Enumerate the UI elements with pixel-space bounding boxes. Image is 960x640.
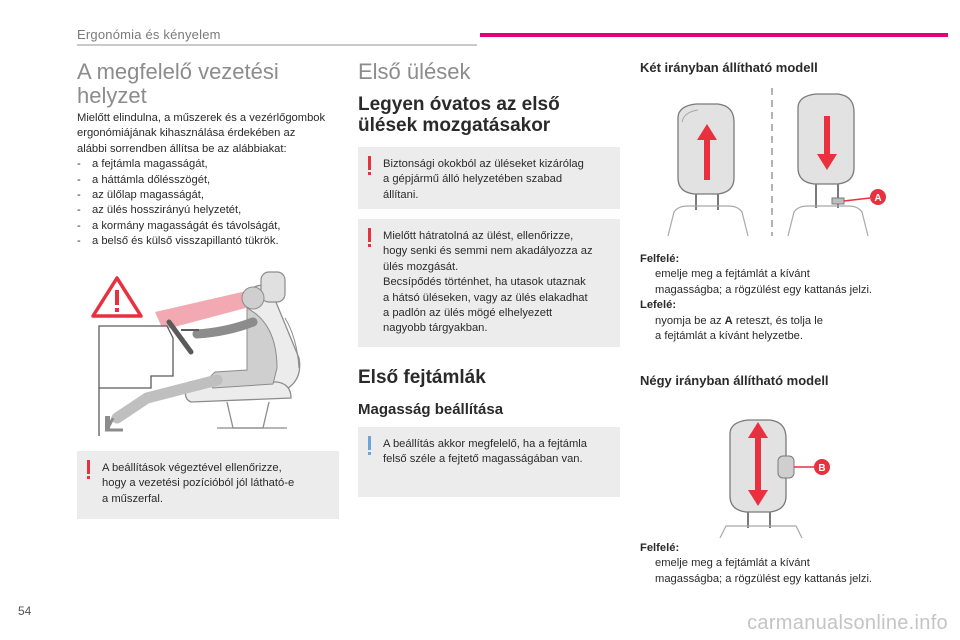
header-divider <box>77 44 477 46</box>
list-item: - a háttámla dőlésszögét, <box>77 173 211 186</box>
warning-marker-icon <box>368 156 371 170</box>
note-line: ülés mozgását. <box>383 260 459 273</box>
front-seats-title: Első ülések <box>358 59 471 84</box>
note-line: hogy senki és semmi nem akadályozza az <box>383 245 593 258</box>
note-line: Biztonsági okokból az üléseket kizárólag <box>383 158 584 170</box>
driving-position-illustration <box>77 268 317 440</box>
four-way-instructions <box>640 541 910 587</box>
up-step: emelje meg a fejtámlát a kívánt <box>655 268 810 281</box>
driving-position-title <box>77 60 279 108</box>
subtitle-line: ülések mozgatásakor <box>358 115 551 136</box>
note-check-dashboard <box>77 451 339 519</box>
note-line: hogy a vezetési pozícióból jól látható-e <box>102 477 295 490</box>
down-label: Lefelé: <box>640 299 677 312</box>
watermark: carmanualsonline.info <box>747 612 948 634</box>
two-way-instructions <box>640 252 910 344</box>
list-item: - az ülés hosszirányú helyzetét, <box>77 204 242 217</box>
note-line: a gépjármű álló helyzetében szabad <box>383 173 563 186</box>
note-seat-obstruction <box>358 219 620 347</box>
text-line: alábbi sorrendben állítsa be az alábbiakat: <box>77 142 287 155</box>
latch-a-label: A <box>874 193 882 204</box>
intro-paragraph <box>77 111 339 250</box>
two-way-model-title: Két irányban állítható modell <box>640 60 818 75</box>
note-line: A beállítások végeztével ellenőrizze, <box>102 462 282 474</box>
list-item: - az ülőlap magasságát, <box>77 189 204 202</box>
caution-subtitle <box>358 94 560 136</box>
note-seat-stationary <box>358 147 620 209</box>
note-line: a műszerfal. <box>102 492 163 505</box>
two-way-headrest-illustration <box>648 88 898 236</box>
text-line: magasságba; a rögzülést egy kattanás jelzi. <box>655 283 873 296</box>
warning-marker-dot <box>368 172 371 175</box>
warning-marker-dot <box>368 244 371 247</box>
text-line: ergonómiájának kihasználása érdekében az <box>77 127 296 140</box>
list-item: - a fejtámla magasságát, <box>77 158 208 171</box>
warning-marker-icon <box>368 228 371 242</box>
info-marker-icon <box>368 436 371 450</box>
info-marker-dot <box>368 452 371 455</box>
warning-marker-icon <box>87 460 90 474</box>
list-item: - a kormány magasságát és távolságát, <box>77 219 281 232</box>
warning-marker-dot <box>87 476 90 479</box>
note-line: A beállítás akkor megfelelő, ha a fejtámla <box>383 438 587 450</box>
note-line: állítani. <box>383 188 419 201</box>
note-line: a padlón az ülés mögé elhelyezett <box>383 307 553 320</box>
note-line: a hátsó üléseken, vagy az ülés elakadhat <box>383 291 588 304</box>
text-line: Mielőtt elindulna, a műszerek és a vezérlőgombok <box>77 112 326 124</box>
button-b-label: B <box>818 463 826 474</box>
text-line: a fejtámlát a kívánt helyzetbe. <box>655 330 804 343</box>
height-adjustment-title: Magasság beállítása <box>358 401 504 418</box>
up-label: Felfelé: <box>640 542 680 554</box>
title-line: helyzet <box>77 83 147 108</box>
note-line: Becsípődés történhet, ha utasok utaznak <box>383 276 586 289</box>
up-step: emelje meg a fejtámlát a kívánt <box>655 557 810 570</box>
text-line: magasságba; a rögzülést egy kattanás jelzi. <box>655 572 873 585</box>
list-item: - a belső és külső visszapillantó tükrök. <box>77 235 279 248</box>
title-line: A megfelelő vezetési <box>77 59 279 84</box>
note-line: nagyobb tárgyakban. <box>383 322 488 335</box>
note-line: felső széle a fejtető magasságában van. <box>383 453 583 466</box>
four-way-model-title: Négy irányban állítható modell <box>640 373 829 388</box>
note-headrest-height <box>358 427 620 497</box>
page-number: 54 <box>18 604 32 618</box>
front-headrests-title: Első fejtámlák <box>358 367 486 388</box>
subtitle-line: Legyen óvatos az első <box>358 94 560 115</box>
down-step: nyomja be az A reteszt, és tolja le <box>655 314 823 327</box>
section-header: Ergonómia és kényelem <box>77 27 221 42</box>
note-line: Mielőtt hátratolná az ülést, ellenőrizze, <box>383 230 574 242</box>
four-way-headrest-illustration <box>706 414 866 538</box>
header-accent-bar <box>480 33 948 37</box>
up-label: Felfelé: <box>640 253 680 265</box>
